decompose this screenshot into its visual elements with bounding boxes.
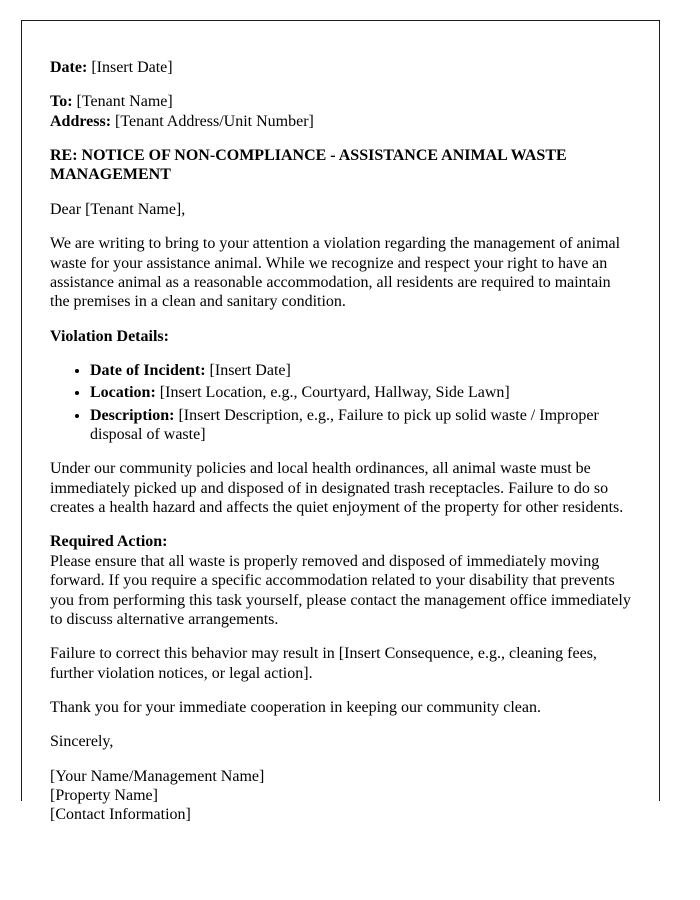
subject-line: RE: NOTICE OF NON-COMPLIANCE - ASSISTANCE ANIMAL WASTE MANAGEMENT xyxy=(50,147,567,184)
to-label: To: xyxy=(50,93,73,111)
required-action-heading: Required Action: xyxy=(50,533,168,551)
violation-item-date-label: Date of Incident: xyxy=(90,361,206,379)
signature-line-property: [Property Name] xyxy=(50,787,158,805)
violation-details-heading: Violation Details: xyxy=(50,327,169,345)
consequence-paragraph: Failure to correct this behavior may result in [Insert Consequence, e.g., cleaning fees, further violation notices, or legal action]. xyxy=(50,645,597,682)
salutation: Dear [Tenant Name], xyxy=(50,200,186,218)
signoff: Sincerely, xyxy=(50,733,114,751)
letter-frame xyxy=(21,20,660,824)
violation-item-location-value: [Insert Location, e.g., Courtyard, Hallway, Side Lawn] xyxy=(159,384,510,402)
recipient-block xyxy=(50,92,631,131)
to-value: [Tenant Name] xyxy=(76,93,173,111)
required-action-text: Please ensure that all waste is properly removed and disposed of immediately moving forward. If you require a specific accommodation related to your disability that prevents you from performing this task yourself, please contact the management office immediately to discuss alternative arrangements. xyxy=(50,552,631,628)
intro-paragraph: We are writing to bring to your attention a violation regarding the management of animal waste for your assistance animal. While we recognize and respect your right to have an assistance animal as a reasonable accommodation, all residents are required to maintain the premises in a clean and sanitary condition. xyxy=(50,235,621,311)
signature-block xyxy=(50,767,631,825)
date-value: [Insert Date] xyxy=(91,59,173,76)
address-label: Address: xyxy=(50,112,112,130)
violation-item-description xyxy=(90,406,631,445)
violation-item-location-label: Location: xyxy=(90,384,156,402)
date-label: Date: xyxy=(50,59,88,76)
violation-list xyxy=(50,361,631,444)
closing-paragraph: Thank you for your immediate cooperation in keeping our community clean. xyxy=(50,698,541,716)
date-line xyxy=(50,58,631,77)
violation-item-date xyxy=(90,361,631,380)
required-action-block xyxy=(50,532,631,629)
violation-item-description-label: Description: xyxy=(90,406,175,424)
signature-line-contact: [Contact Information] xyxy=(50,806,191,824)
violation-item-description-value: [Insert Description, e.g., Failure to pick up solid waste / Improper disposal of waste] xyxy=(90,406,599,444)
signature-line-name: [Your Name/Management Name] xyxy=(50,767,265,785)
policy-paragraph: Under our community policies and local health ordinances, all animal waste must be immediately picked up and disposed of in designated trash receptacles. Failure to do so creates a health hazard and affects the quiet enjoyment of the property for other residents. xyxy=(50,460,624,517)
violation-item-location xyxy=(90,383,631,402)
address-value: [Tenant Address/Unit Number] xyxy=(115,112,314,130)
violation-item-date-value: [Insert Date] xyxy=(209,361,291,379)
